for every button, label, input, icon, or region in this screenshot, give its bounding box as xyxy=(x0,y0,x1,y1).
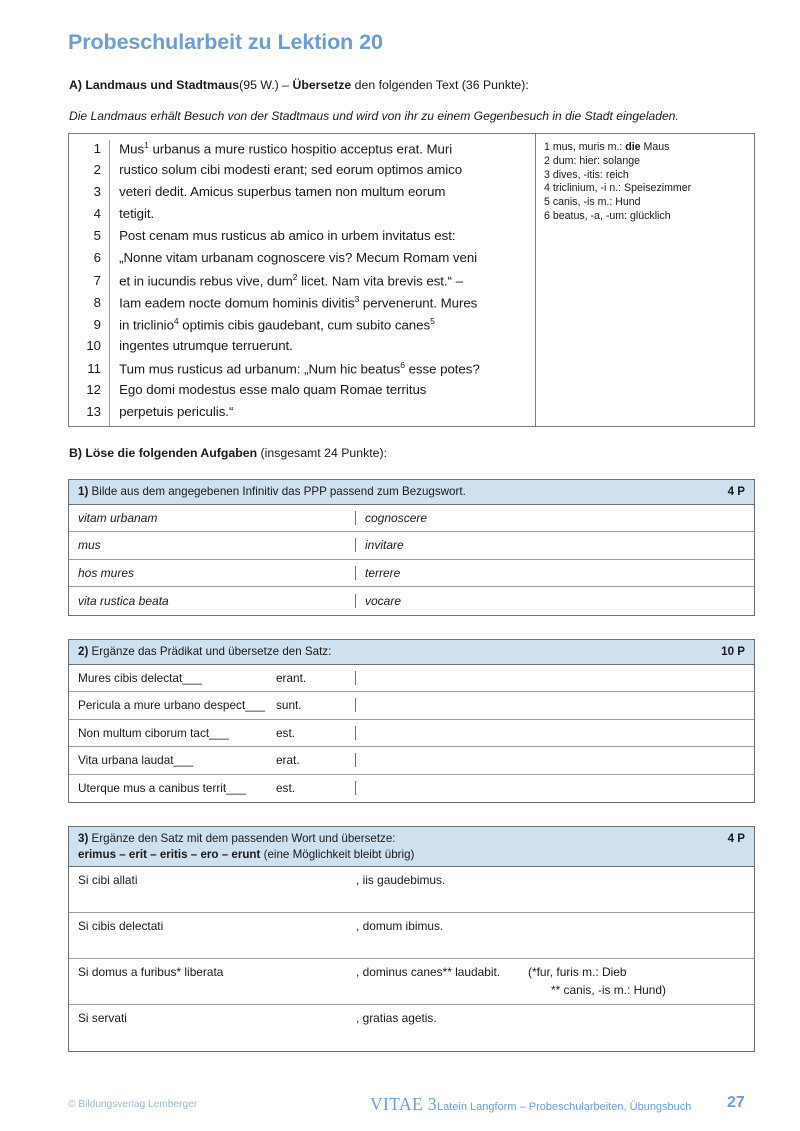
vocabulary-column xyxy=(536,134,754,426)
exercise-2-instruction: Ergänze das Prädikat und übersetze den Satz: xyxy=(91,645,332,658)
main-clause-cell xyxy=(356,873,754,912)
section-a-title: Landmaus und Stadtmaus xyxy=(85,78,240,92)
main-clause-text: , gratias agetis. xyxy=(356,1011,437,1025)
table-row[interactable] xyxy=(69,867,754,913)
conditional-clause-cell[interactable]: Si cibi allati xyxy=(78,873,138,887)
latin-sentence-cell xyxy=(69,698,356,712)
exercise-3-points: 4 P xyxy=(727,832,745,845)
latin-line-row xyxy=(69,184,535,206)
sentence-stem: Vita urbana laudat___ xyxy=(78,753,194,768)
vocabulary-item-emphasis: die xyxy=(625,141,641,153)
table-row[interactable] xyxy=(69,587,754,615)
conditional-clause-cell[interactable]: Si cibis delectati xyxy=(78,919,164,933)
latin-line-text: Tum mus rusticus ad urbanum: „Num hic beatus$^6$ esse potes? xyxy=(119,360,480,377)
exercise-3-options-note: (eine Möglichkeit bleibt übrig) xyxy=(263,847,415,861)
sentence-stem: Pericula a mure urbano despect___ xyxy=(78,698,265,713)
bezugswort-cell: mus xyxy=(69,538,356,552)
main-clause-text: , dominus canes** laudabit. xyxy=(356,965,501,979)
exercise-3-rows xyxy=(69,867,754,1051)
latin-line-text: Mus$^1$ urbanus a mure rustico hospitio acceptus erat. Muri xyxy=(119,140,453,157)
latin-line-row xyxy=(69,404,535,426)
latin-line-text: veteri dedit. Amicus superbus tamen non multum eorum xyxy=(119,184,446,199)
table-row[interactable] xyxy=(69,1005,754,1051)
main-clause-text: , domum ibimus. xyxy=(356,919,444,933)
latin-line-text: Iam eadem nocte domum hominis divitis$^3$ pervenerunt. Mures xyxy=(119,294,478,311)
infinitive-cell: cognoscere xyxy=(365,510,428,525)
latin-line-text: Post cenam mus rusticus ab amico in urbem invitatus est: xyxy=(119,228,456,243)
auxiliary-verb: est. xyxy=(276,725,296,740)
exercise-2-block xyxy=(68,639,755,803)
latin-line-row xyxy=(69,316,535,338)
vocabulary-item: 6 beatus, -a, -um: glücklich xyxy=(544,209,671,222)
conditional-clause-cell[interactable]: Si servati xyxy=(78,1011,127,1025)
exercise-2-points: 10 P xyxy=(721,645,745,658)
vocabulary-item: 1 mus, muris m.: die Maus xyxy=(544,141,670,153)
main-clause-cell xyxy=(356,919,754,958)
bezugswort-cell: hos mures xyxy=(69,566,356,580)
latin-line-text: rustico solum cibi modesti erant; sed eorum optimos amico xyxy=(119,162,463,177)
sentence-stem: Non multum ciborum tact___ xyxy=(78,725,229,740)
bezugswort-cell: vitam urbanam xyxy=(69,511,356,525)
latin-line-number: 1 xyxy=(93,141,101,157)
table-row[interactable] xyxy=(69,720,754,748)
latin-line-number: 7 xyxy=(93,273,101,289)
footer-series xyxy=(370,1094,691,1115)
footnote-marker: 1 xyxy=(144,140,149,150)
footnote-marker: 3 xyxy=(354,294,360,304)
auxiliary-verb: sunt. xyxy=(276,698,302,713)
latin-line-text: „Nonne vitam urbanam cognoscere vis? Mecum Romam veni xyxy=(119,250,478,265)
latin-line-row xyxy=(69,338,535,360)
table-row[interactable] xyxy=(69,747,754,775)
latin-line-number: 8 xyxy=(93,295,101,311)
latin-line-text: perpetuis periculis.“ xyxy=(119,404,234,419)
exercise-3-number: 3) xyxy=(78,832,89,845)
latin-line-text: et in iucundis rebus vive, dum$^2$ licet. Nam vita brevis est.“ – xyxy=(119,272,463,289)
footer-page-number: 27 xyxy=(727,1094,745,1111)
latin-lines-column xyxy=(69,134,536,426)
exercise-3-options: erimus – erit – eritis – ero – erunt xyxy=(78,847,261,861)
exercise-1-rows xyxy=(69,505,754,615)
infinitive-cell: terrere xyxy=(365,565,401,580)
exercise-1-header xyxy=(69,480,754,505)
footnote-gloss-second: ** canis, -is m.: Hund) xyxy=(551,983,666,997)
latin-line-row xyxy=(69,228,535,250)
latin-line-number: 5 xyxy=(93,228,101,243)
latin-line-number: 12 xyxy=(86,382,101,397)
latin-line-number: 10 xyxy=(86,338,101,353)
auxiliary-verb: erant. xyxy=(276,670,307,685)
latin-line-number: 9 xyxy=(93,317,101,333)
section-b-points: (insgesamt 24 Punkte): xyxy=(260,446,387,460)
table-row[interactable] xyxy=(69,505,754,533)
sentence-stem: Uterque mus a canibus territ___ xyxy=(78,781,246,796)
exercise-1-points: 4 P xyxy=(727,485,745,498)
latin-line-number: 3 xyxy=(93,184,101,199)
auxiliary-verb: est. xyxy=(276,781,296,796)
latin-line-row xyxy=(69,360,535,382)
latin-line-number: 4 xyxy=(93,206,101,221)
table-row[interactable] xyxy=(69,959,754,1005)
table-row[interactable] xyxy=(69,692,754,720)
table-row[interactable] xyxy=(69,665,754,693)
latin-line-number: 6 xyxy=(93,250,101,265)
main-clause-text: , iis gaudebimus. xyxy=(356,873,446,887)
section-a-heading xyxy=(69,77,529,93)
vocabulary-item: 3 dives, -itis: reich xyxy=(544,168,629,181)
latin-line-row xyxy=(69,294,535,316)
exercise-1-instruction: Bilde aus dem angegebenen Infinitiv das PPP passend zum Bezugswort. xyxy=(91,485,466,498)
latin-line-number: 11 xyxy=(87,361,101,377)
footnote-marker: 5 xyxy=(430,316,435,326)
section-b-title: Löse die folgenden Aufgaben xyxy=(85,446,258,460)
bezugswort-cell: vita rustica beata xyxy=(69,594,356,608)
latin-line-text: tetigit. xyxy=(119,206,155,221)
infinitive-cell: vocare xyxy=(365,593,402,608)
latin-sentence-cell xyxy=(69,781,356,795)
table-row[interactable] xyxy=(69,560,754,588)
table-row[interactable] xyxy=(69,532,754,560)
exercise-2-header xyxy=(69,640,754,665)
auxiliary-verb: erat. xyxy=(276,753,300,768)
table-row[interactable] xyxy=(69,913,754,959)
latin-line-row xyxy=(69,140,535,162)
vocabulary-item: 2 dum: hier: solange xyxy=(544,154,640,167)
latin-line-row xyxy=(69,272,535,294)
main-clause-cell xyxy=(356,965,754,1004)
conditional-clause-cell[interactable]: Si domus a furibus* liberata xyxy=(78,965,224,979)
footer-series-title: VITAE 3 xyxy=(370,1094,438,1114)
exercise-3-block xyxy=(68,826,755,1052)
section-a-prefix: A) xyxy=(69,78,82,92)
table-row[interactable] xyxy=(69,775,754,803)
footnote-gloss: (*fur, furis m.: Dieb xyxy=(528,965,627,979)
infinitive-cell: invitare xyxy=(365,538,404,553)
latin-line-number: 13 xyxy=(86,404,101,419)
latin-line-row xyxy=(69,382,535,404)
footnote-marker: 6 xyxy=(400,360,405,370)
exercise-3-header xyxy=(69,827,754,867)
section-b-heading xyxy=(69,446,387,460)
main-clause-cell xyxy=(356,1011,754,1051)
latin-text-box xyxy=(68,133,755,427)
section-a-task-verb: Übersetze xyxy=(292,78,352,92)
exercise-2-number: 2) xyxy=(78,645,89,658)
sentence-stem: Mures cibis delectat___ xyxy=(78,670,202,685)
footer-copyright: © Bildungsverlag Lemberger xyxy=(68,1099,198,1110)
footnote-marker: 2 xyxy=(292,272,298,282)
vocabulary-item: 4 triclinium, -i n.: Speisezimmer xyxy=(544,182,692,195)
latin-line-row xyxy=(69,250,535,272)
page-title: Probeschularbeit zu Lektion 20 xyxy=(68,30,383,54)
exercise-1-number: 1) xyxy=(78,485,89,498)
vocabulary-item: 5 canis, -is m.: Hund xyxy=(544,196,641,209)
latin-line-text: Ego domi modestus esse malo quam Romae territus xyxy=(119,382,427,397)
section-a-wordcount: (95 W.) – xyxy=(239,78,293,92)
latin-line-number: 2 xyxy=(93,162,101,177)
latin-line-row xyxy=(69,206,535,228)
exercise-2-rows xyxy=(69,665,754,803)
latin-sentence-cell xyxy=(69,753,356,767)
latin-line-row xyxy=(69,162,535,184)
section-a-task-rest: den folgenden Text (36 Punkte): xyxy=(354,78,529,92)
exercise-1-block xyxy=(68,479,755,616)
section-b-prefix: B) xyxy=(69,446,82,460)
section-a-intro: Die Landmaus erhält Besuch von der Stadtmaus und wird von ihr zu einem Gegenbesuch in die Stadt eingeladen. xyxy=(69,109,679,123)
latin-line-text: ingentes utrumque terruerunt. xyxy=(119,338,293,353)
latin-sentence-cell xyxy=(69,671,356,685)
latin-sentence-cell xyxy=(69,726,356,740)
footer-series-subtitle: Latein Langform – Probeschularbeiten, Übungsbuch xyxy=(437,1101,692,1113)
latin-line-text: in triclinio$^4$ optimis cibis gaudebant, cum subito canes$^5$ xyxy=(119,316,435,333)
footnote-marker: 4 xyxy=(173,316,179,326)
exercise-3-instruction: Ergänze den Satz mit dem passenden Wort und übersetze: xyxy=(91,832,396,845)
